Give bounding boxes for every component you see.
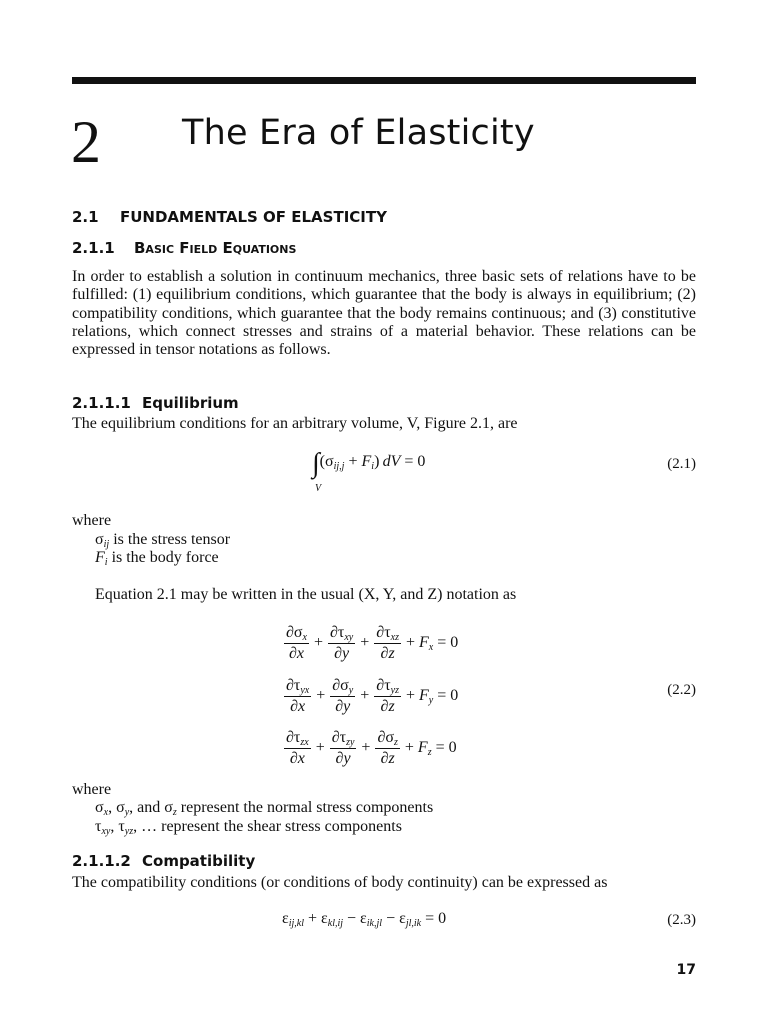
equation-2-3: $\varepsilon_{ij,kl} + \varepsilon_{kl,ij} - \varepsilon_{ik,jl} - \varepsilon_{jl,ik} = 0$ [282,910,447,929]
compatibility-number: 2.1.1.2 [72,852,131,870]
where-label-2: where [72,781,112,798]
subsection-number: 2.1.1 [72,239,115,257]
compatibility-title: Compatibility [142,852,256,870]
definition-body-force: $F_i$ is the body force [95,549,219,568]
equation-2-1: $\int(\sigma_{ij,j} + F_i)$ dV = 0 [312,448,426,479]
equation-2-2-line-2: $\frac{\partial\tau_{yx}}{\partial x}$ + $\frac{\partial\sigma_y}{\partial y}$ + $\frac{\partial\tau_{yz}}{\partial z}$ + $F_y = 0$ [286,677,459,715]
definition-stress-tensor: $\sigma_{ij}$ is the stress tensor [95,531,231,550]
equilibrium-heading [72,394,239,412]
integral-subscript-v: V [315,483,322,494]
page-number: 17 [676,962,696,978]
equation-number-2-2: (2.2) [667,682,696,698]
equilibrium-title: Equilibrium [142,394,239,412]
xyz-notation-text: Equation 2.1 may be written in the usual (X, Y, and Z) notation as [95,586,517,603]
definition-shear-stress: $\tau_{xy}$, $\tau_{yz}$, … represent the shear stress components [95,818,402,837]
chapter-number: 2 [71,109,101,175]
intro-paragraph: In order to establish a solution in continuum mechanics, three basic sets of relations have to be fulfilled: (1) equilibrium conditions, which guarantee that the body is always in equilibrium; (2) compatibility conditions, which guarantee that the body remains continuous; and (3) constitutive relations, which connect stresses and strains of a material behavior. These relations can be expressed in tensor notations as follows. [72,268,696,359]
where-label: where [72,512,112,529]
compatibility-text: The compatibility conditions (or conditions of body continuity) can be expressed as [72,874,608,891]
subsection-heading [72,239,296,257]
equilibrium-number: 2.1.1.1 [72,394,131,412]
definition-normal-stress: $\sigma_x$, $\sigma_y$, and $\sigma_z$ represent the normal stress components [95,799,434,818]
chapter-rule [72,77,696,84]
equilibrium-text: The equilibrium conditions for an arbitrary volume, V, Figure 2.1, are [72,415,518,432]
section-title: FUNDAMENTALS OF ELASTICITY [120,208,387,226]
section-number: 2.1 [72,208,99,226]
chapter-title: The Era of Elasticity [182,113,535,153]
equation-2-2-line-1: $\frac{\partial\sigma_x}{\partial x}$ + $\frac{\partial\tau_{xy}}{\partial y}$ + $\frac{\partial\tau_{xz}}{\partial z}$ + $F_x = 0$ [286,624,459,662]
equation-number-2-3: (2.3) [667,912,696,928]
equation-2-2-line-3: $\frac{\partial\tau_{zx}}{\partial x}$ + $\frac{\partial\tau_{zy}}{\partial y}$ + $\frac{\partial\sigma_z}{\partial z}$ + $F_z = 0$ [286,729,457,767]
subsection-title: Basic Field Equations [134,239,297,257]
section-heading [72,208,387,226]
compatibility-heading [72,852,255,870]
equation-number-2-1: (2.1) [667,456,696,472]
